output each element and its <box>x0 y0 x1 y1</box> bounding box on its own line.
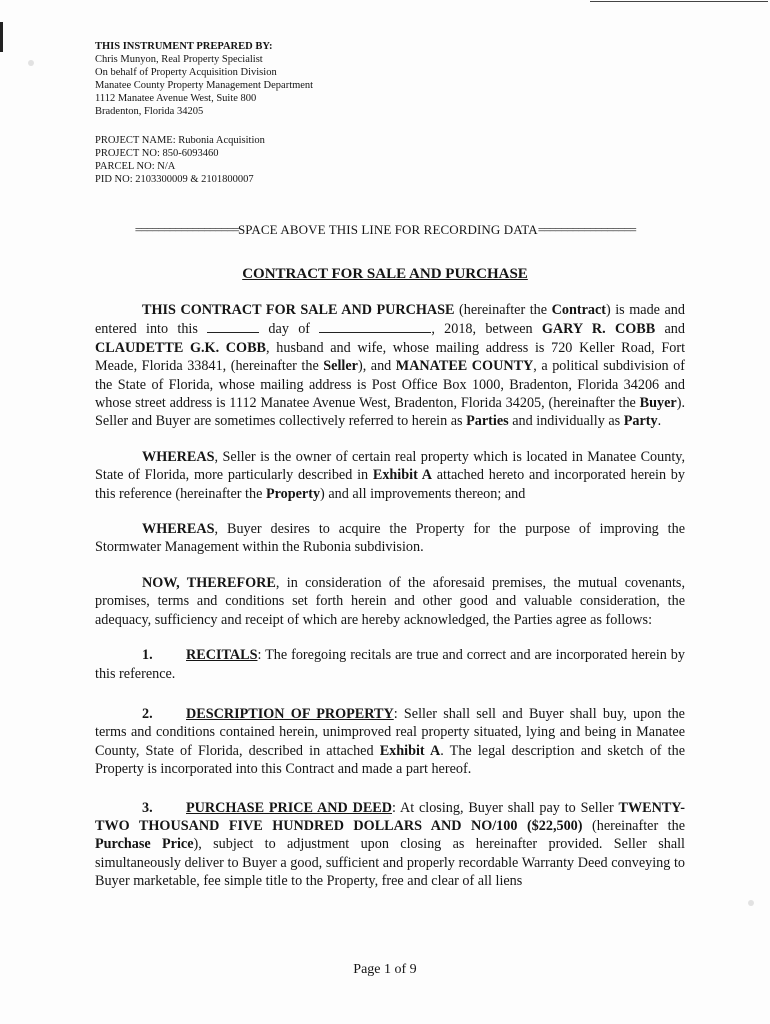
purchase-amount: TWENTY-TWO THOUSAND FIVE HUNDRED DOLLARS AND NO/100 ($22,500) <box>95 799 685 834</box>
project-number: PROJECT NO: 850-6093460 <box>95 148 219 159</box>
recording-space-line <box>0 222 770 238</box>
prepared-by-line: Chris Munyon, Real Property Specialist <box>95 54 263 65</box>
text-run: : At closing, Buyer shall pay to Seller <box>392 799 619 816</box>
text-run: (hereinafter the <box>454 302 552 318</box>
text-run: , Buyer desires to acquire the Property for the purpose of improving the Stormwater Management within the Rubonia subdivision. <box>95 521 685 556</box>
section-purchase-price-and-deed <box>95 799 685 891</box>
whereas-lead: WHEREAS <box>142 448 215 465</box>
text-run: ) and all improvements thereon; and <box>320 485 526 502</box>
text-run: (hereinafter the <box>582 817 685 834</box>
text-run: ). Seller and Buyer are sometimes collectively referred to herein as <box>95 395 685 430</box>
whereas-paragraph <box>95 520 685 557</box>
section-number: 2. <box>142 705 153 722</box>
prepared-by-block <box>95 40 313 118</box>
recording-bar-right: ================= <box>537 222 636 237</box>
text-run: , husband and wife, whose mailing address is 720 Keller Road, Fort Meade, Florida 33841, (hereinafter the <box>95 339 686 375</box>
scan-speck <box>28 60 34 66</box>
contract-body <box>95 301 685 908</box>
seller-name: CLAUDETTE G.K. COBB <box>95 339 267 356</box>
day-blank-field <box>207 319 259 333</box>
exhibit-ref: Exhibit A <box>372 467 433 484</box>
recording-bar-left: ================== <box>134 222 238 237</box>
defined-term: Seller <box>323 358 358 375</box>
section-number: 1. <box>142 647 153 664</box>
text-run: . <box>657 413 662 430</box>
prepared-by-line: Bradenton, Florida 34205 <box>95 106 204 117</box>
pid-number: PID NO: 2103300009 & 2101800007 <box>95 174 254 185</box>
text-run: , 2018, between <box>431 321 542 338</box>
defined-term: Contract <box>551 302 606 318</box>
page-number: Page 1 of 9 <box>353 962 417 977</box>
project-info-block <box>95 134 265 186</box>
whereas-lead: WHEREAS <box>142 521 215 538</box>
text-run: ), subject to adjustment upon closing as hereinafter provided. Seller shall simultaneously deliver to Buyer a good, sufficient and properly recordable Warranty Deed conveying to Buyer marketable, fee simple title to the Property, free and clear of all liens <box>95 836 685 890</box>
exhibit-ref: Exhibit A <box>379 742 441 759</box>
document-title: CONTRACT FOR SALE AND PURCHASE <box>242 266 528 282</box>
text-run: , in consideration of the aforesaid premises, the mutual covenants, promises, terms and conditions set forth herein and other good and valuable consideration, the adequacy, sufficiency and receipt of which are hereby acknowledged, the Parties agree as follows: <box>95 574 685 628</box>
defined-term: Buyer <box>639 395 677 412</box>
text-run: day of <box>259 321 320 338</box>
prepared-by-line: On behalf of Property Acquisition Division <box>95 67 277 78</box>
defined-term: Party <box>623 413 658 430</box>
text-run: and individually as <box>508 413 624 430</box>
prepared-by-line: 1112 Manatee Avenue West, Suite 800 <box>95 93 257 104</box>
scan-speck <box>748 900 754 906</box>
recording-space-text: SPACE ABOVE THIS LINE FOR RECORDING DATA <box>237 222 538 237</box>
intro-lead: THIS CONTRACT FOR SALE AND PURCHASE <box>142 302 455 318</box>
section-heading: PURCHASE PRICE AND DEED <box>186 799 392 816</box>
month-blank-field <box>319 319 431 333</box>
now-therefore-paragraph <box>95 574 685 629</box>
intro-paragraph <box>95 301 685 431</box>
whereas-paragraph <box>95 448 685 503</box>
text-run: : Seller shall sell and Buyer shall buy, upon the terms and conditions contained herein, unimproved real property situated, lying and being in Manatee County, State of Florida, described in attached <box>95 705 685 759</box>
text-run: , a political subdivision of the State of Florida, whose mailing address is Post Office Box 1000, Bradenton, Florida 34206 and whose street address is 1112 Manatee Avenue West, Bradenton, Florida 34205, (hereinafter the <box>95 358 685 412</box>
section-heading: RECITALS <box>186 647 258 664</box>
text-run: . The legal description and sketch of the Property is incorporated into this Contract and made a part hereof. <box>95 742 685 778</box>
seller-name: GARY R. COBB <box>541 321 656 338</box>
text-run: ), and <box>357 358 396 375</box>
section-description-of-property <box>95 705 685 779</box>
text-run: attached hereto and incorporated herein by this reference (hereinafter the <box>95 467 685 502</box>
text-run: , Seller is the owner of certain real property which is located in Manatee County, State of Florida, more particularly described in <box>95 448 685 484</box>
defined-term: Purchase Price <box>95 836 194 853</box>
scan-edge-mark <box>0 22 3 52</box>
prepared-by-heading: THIS INSTRUMENT PREPARED BY: <box>95 41 273 52</box>
defined-term: Property <box>265 485 321 502</box>
section-number: 3. <box>142 799 153 816</box>
parcel-number: PARCEL NO: N/A <box>95 161 176 172</box>
now-therefore-lead: NOW, THEREFORE <box>142 574 276 591</box>
project-name: PROJECT NAME: Rubonia Acquisition <box>95 135 265 146</box>
scan-edge-line <box>590 1 768 2</box>
section-heading: DESCRIPTION OF PROPERTY <box>186 705 394 722</box>
text-run: : The foregoing recitals are true and correct and are incorporated herein by this reference. <box>95 647 685 682</box>
text-run: ) is made and entered into this <box>95 302 685 338</box>
prepared-by-line: Manatee County Property Management Department <box>95 80 314 91</box>
defined-term: Parties <box>466 413 509 430</box>
buyer-name: MANATEE COUNTY <box>395 358 534 375</box>
text-run: and <box>655 321 685 338</box>
section-recitals <box>95 646 685 683</box>
